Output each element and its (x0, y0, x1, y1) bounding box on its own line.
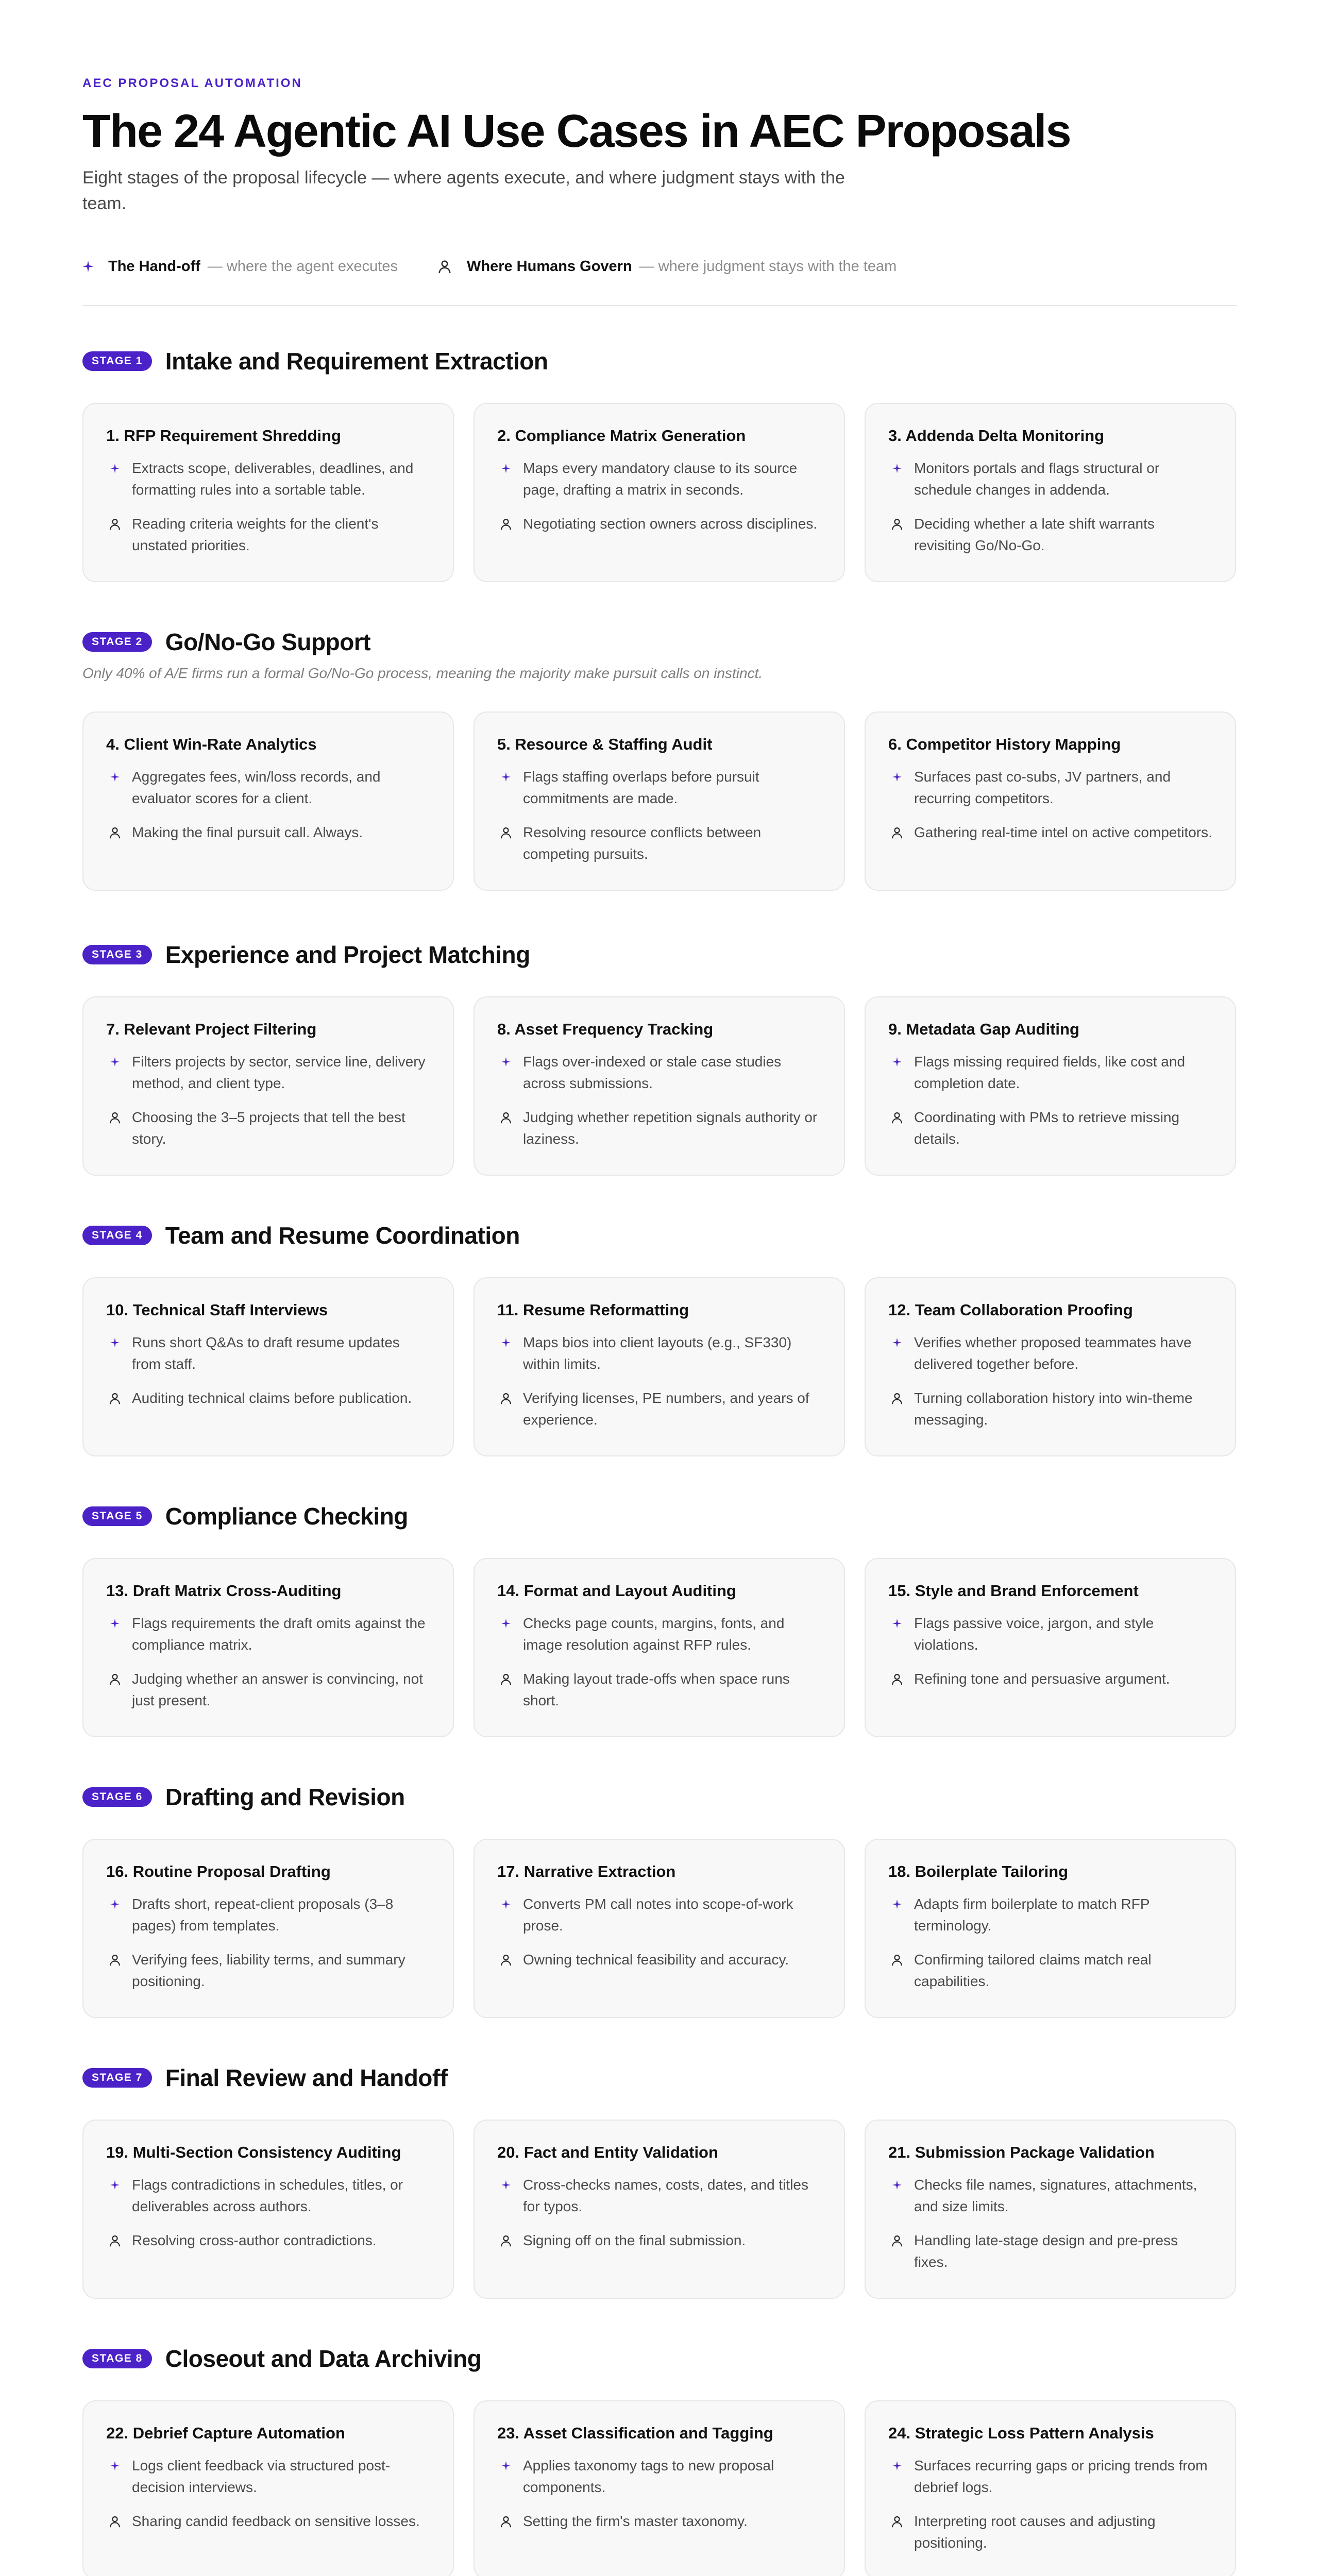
agent-text: Flags contradictions in schedules, titles, or deliverables across authors. (132, 2177, 403, 2214)
person-icon (437, 259, 452, 274)
sparkle-icon (497, 1613, 515, 1634)
stage-badge: STAGE 4 (82, 1226, 152, 1245)
human-text: Reading criteria weights for the client's unstated priorities. (132, 516, 379, 553)
use-case-card (82, 996, 454, 1176)
person-icon (497, 2511, 515, 2532)
agent-text: Converts PM call notes into scope-of-work prose. (523, 1896, 793, 1934)
agent-line (106, 2455, 430, 2498)
stage-badge: STAGE 3 (82, 945, 152, 964)
human-text: Sharing candid feedback on sensitive losses. (132, 2513, 420, 2529)
agent-line (106, 1051, 430, 1094)
card-title: 1. RFP Requirement Shredding (106, 427, 341, 445)
human-text: Confirming tailored claims match real capabilities. (914, 1952, 1152, 1989)
agent-text: Surfaces recurring gaps or pricing trends from debrief logs. (914, 2458, 1208, 2495)
card-title: 10. Technical Staff Interviews (106, 1301, 328, 1319)
card-title: 15. Style and Brand Enforcement (888, 1582, 1139, 1600)
stage-title: Closeout and Data Archiving (165, 2345, 482, 2372)
card-title: 11. Resume Reformatting (497, 1301, 689, 1319)
human-text: Refining tone and persuasive argument. (914, 1671, 1170, 1687)
sparkle-icon (888, 1051, 906, 1073)
legend (82, 255, 897, 278)
person-icon (888, 1387, 906, 1409)
sparkle-icon (497, 1332, 515, 1353)
agent-line (497, 1332, 821, 1375)
human-line (106, 2511, 430, 2532)
person-icon (888, 1668, 906, 1690)
agent-line (497, 1893, 821, 1937)
human-line (888, 2230, 1212, 2273)
person-icon (497, 2230, 515, 2251)
stage-title: Go/No-Go Support (165, 629, 371, 655)
header-divider (82, 305, 1237, 306)
human-text: Resolving resource conflicts between competing pursuits. (523, 824, 762, 862)
sparkle-icon (106, 1051, 124, 1073)
human-text: Handling late-stage design and pre-press fixes. (914, 2232, 1178, 2270)
human-line (497, 513, 821, 535)
person-icon (106, 513, 124, 535)
person-icon (888, 2511, 906, 2532)
human-text: Resolving cross-author contradictions. (132, 2232, 377, 2248)
use-case-card (865, 711, 1236, 891)
person-icon (497, 513, 515, 535)
agent-text: Surfaces past co-subs, JV partners, and recurring competitors. (914, 769, 1171, 806)
sparkle-icon (106, 2455, 124, 2477)
agent-text: Aggregates fees, win/loss records, and evaluator scores for a client. (132, 769, 381, 806)
agent-line (888, 1893, 1212, 1937)
human-text: Turning collaboration history into win-theme messaging. (914, 1390, 1193, 1428)
person-icon (888, 513, 906, 535)
agent-line (497, 457, 821, 501)
stage-badge: STAGE 2 (82, 632, 152, 652)
human-line (888, 1668, 1212, 1690)
sparkle-icon (888, 766, 906, 788)
person-icon (497, 1949, 515, 1971)
human-text: Gathering real-time intel on active competitors. (914, 824, 1212, 840)
agent-text: Maps bios into client layouts (e.g., SF330) within limits. (523, 1334, 792, 1372)
human-text: Negotiating section owners across disciplines. (523, 516, 818, 532)
use-case-card (474, 1277, 845, 1456)
stage-section (82, 2343, 1237, 2576)
human-line (888, 822, 1212, 843)
human-text: Setting the firm's master taxonomy. (523, 2513, 748, 2529)
agent-text: Flags staffing overlaps before pursuit commitments are made. (523, 769, 759, 806)
legend-agent (82, 258, 398, 275)
agent-line (888, 1613, 1212, 1656)
card-title: 18. Boilerplate Tailoring (888, 1862, 1069, 1880)
person-icon (106, 1107, 124, 1128)
use-case-card (865, 1558, 1236, 1737)
use-case-card (474, 2400, 845, 2576)
person-icon (888, 2230, 906, 2251)
human-line (888, 1107, 1212, 1150)
stage-section (82, 2062, 1237, 2299)
sparkle-icon (888, 1893, 906, 1915)
use-case-card (474, 711, 845, 891)
card-title: 6. Competitor History Mapping (888, 735, 1121, 753)
human-line (106, 1387, 430, 1409)
card-title: 8. Asset Frequency Tracking (497, 1020, 714, 1038)
agent-text: Monitors portals and flags structural or schedule changes in addenda. (914, 460, 1160, 498)
agent-line (106, 2174, 430, 2217)
stage-badge: STAGE 7 (82, 2068, 152, 2088)
human-text: Verifying fees, liability terms, and summary positioning. (132, 1952, 405, 1989)
stage-header (82, 345, 1237, 377)
stage-header (82, 1781, 1237, 1813)
stage-header (82, 626, 1237, 658)
sparkle-icon (888, 2174, 906, 2196)
agent-text: Flags missing required fields, like cost and completion date. (914, 1054, 1186, 1091)
stage-header (82, 2062, 1237, 2094)
use-case-card (82, 403, 454, 582)
card-title: 12. Team Collaboration Proofing (888, 1301, 1133, 1319)
stage-title: Experience and Project Matching (165, 941, 530, 968)
person-icon (888, 1949, 906, 1971)
person-icon (106, 2230, 124, 2251)
card-title: 3. Addenda Delta Monitoring (888, 427, 1105, 445)
agent-line (888, 1051, 1212, 1094)
use-case-card (865, 996, 1236, 1176)
use-case-card (865, 2400, 1236, 2576)
agent-text: Runs short Q&As to draft resume updates from staff. (132, 1334, 400, 1372)
legend-human (437, 258, 897, 275)
stage-badge: STAGE 6 (82, 1787, 152, 1807)
use-case-card (474, 996, 845, 1176)
legend-agent-desc: — where the agent executes (207, 258, 398, 275)
human-line (497, 2230, 821, 2251)
agent-line (106, 1893, 430, 1937)
agent-line (497, 766, 821, 809)
person-icon (888, 1107, 906, 1128)
use-case-card (865, 1839, 1236, 2018)
sparkle-icon (497, 457, 515, 479)
human-line (888, 2511, 1212, 2554)
sparkle-icon (497, 1893, 515, 1915)
agent-text: Checks page counts, margins, fonts, and image resolution against RFP rules. (523, 1615, 785, 1653)
agent-text: Flags requirements the draft omits against the compliance matrix. (132, 1615, 426, 1653)
stage-title: Team and Resume Coordination (165, 1222, 520, 1249)
use-case-card (865, 403, 1236, 582)
agent-line (106, 457, 430, 501)
person-icon (497, 1107, 515, 1128)
sparkle-icon (106, 1332, 124, 1353)
use-case-card (82, 2400, 454, 2576)
card-row (82, 2400, 1237, 2576)
use-case-card (865, 1277, 1236, 1456)
sparkle-icon (888, 2455, 906, 2477)
human-line (888, 1387, 1212, 1431)
agent-text: Filters projects by sector, service line, delivery method, and client type. (132, 1054, 426, 1091)
sparkle-icon (106, 1893, 124, 1915)
card-title: 14. Format and Layout Auditing (497, 1582, 736, 1600)
human-text: Coordinating with PMs to retrieve missing details. (914, 1109, 1180, 1147)
card-row (82, 403, 1237, 582)
card-row (82, 711, 1237, 891)
person-icon (106, 1387, 124, 1409)
card-title: 20. Fact and Entity Validation (497, 2143, 718, 2161)
card-title: 17. Narrative Extraction (497, 1862, 676, 1880)
stage-section (82, 1500, 1237, 1737)
person-icon (106, 1949, 124, 1971)
human-text: Deciding whether a late shift warrants revisiting Go/No-Go. (914, 516, 1155, 553)
card-row (82, 996, 1237, 1176)
agent-line (497, 1051, 821, 1094)
stage-section (82, 345, 1237, 582)
stage-title: Intake and Requirement Extraction (165, 348, 548, 375)
stage-badge: STAGE 5 (82, 1506, 152, 1526)
human-text: Choosing the 3–5 projects that tell the best story. (132, 1109, 405, 1147)
stage-title: Compliance Checking (165, 1503, 408, 1530)
human-text: Making layout trade-offs when space runs short. (523, 1671, 790, 1708)
use-case-card (82, 1277, 454, 1456)
human-line (888, 1949, 1212, 1992)
human-text: Signing off on the final submission. (523, 2232, 746, 2248)
use-case-card (82, 711, 454, 891)
person-icon (106, 1668, 124, 1690)
human-line (888, 513, 1212, 556)
human-text: Judging whether an answer is convincing, not just present. (132, 1671, 424, 1708)
human-text: Owning technical feasibility and accuracy. (523, 1952, 789, 1968)
human-text: Verifying licenses, PE numbers, and years of experience. (523, 1390, 809, 1428)
agent-text: Flags over-indexed or stale case studies across submissions. (523, 1054, 782, 1091)
use-case-card (474, 1558, 845, 1737)
human-text: Interpreting root causes and adjusting positioning. (914, 2513, 1156, 2551)
human-line (106, 1107, 430, 1150)
sparkle-icon (106, 457, 124, 479)
agent-text: Adapts firm boilerplate to match RFP terminology. (914, 1896, 1150, 1934)
agent-line (888, 1332, 1212, 1375)
stage-header (82, 2343, 1237, 2375)
stage-header (82, 1500, 1237, 1532)
agent-line (106, 766, 430, 809)
stage-section (82, 1219, 1237, 1456)
person-icon (497, 1387, 515, 1409)
person-icon (888, 822, 906, 843)
card-title: 13. Draft Matrix Cross-Auditing (106, 1582, 342, 1600)
legend-human-desc: — where judgment stays with the team (639, 258, 897, 275)
stage-note: Only 40% of A/E firms run a formal Go/No-Go process, meaning the majority make pursuit calls on instinct. (82, 665, 763, 681)
card-title: 9. Metadata Gap Auditing (888, 1020, 1079, 1038)
use-case-card (82, 1839, 454, 2018)
sparkle-icon (888, 457, 906, 479)
agent-text: Drafts short, repeat-client proposals (3–8 pages) from templates. (132, 1896, 394, 1934)
use-case-card (82, 1558, 454, 1737)
use-case-card (82, 2120, 454, 2299)
page-subtitle: Eight stages of the proposal lifecycle — where agents execute, and where judgment stays with the team. (82, 168, 845, 213)
legend-human-label: Where Humans Govern (466, 258, 632, 275)
sparkle-icon (497, 2455, 515, 2477)
sparkle-icon (497, 2174, 515, 2196)
agent-text: Maps every mandatory clause to its source page, drafting a matrix in seconds. (523, 460, 798, 498)
card-title: 24. Strategic Loss Pattern Analysis (888, 2424, 1154, 2442)
stage-header (82, 1219, 1237, 1251)
human-line (106, 513, 430, 556)
person-icon (106, 2511, 124, 2532)
human-text: Judging whether repetition signals authority or laziness. (523, 1109, 818, 1147)
use-case-card (474, 1839, 845, 2018)
sparkle-icon (106, 1613, 124, 1634)
use-case-card (865, 2120, 1236, 2299)
human-line (497, 822, 821, 865)
card-row (82, 2120, 1237, 2299)
agent-text: Extracts scope, deliverables, deadlines, and formatting rules into a sortable table. (132, 460, 414, 498)
use-case-card (474, 403, 845, 582)
eyebrow-label: AEC PROPOSAL AUTOMATION (82, 76, 302, 90)
agent-text: Verifies whether proposed teammates have delivered together before. (914, 1334, 1192, 1372)
agent-text: Applies taxonomy tags to new proposal components. (523, 2458, 774, 2495)
stage-title: Final Review and Handoff (165, 2064, 448, 2091)
person-icon (497, 822, 515, 843)
sparkle-icon (888, 1332, 906, 1353)
stage-badge: STAGE 8 (82, 2349, 152, 2368)
agent-line (106, 1332, 430, 1375)
human-line (497, 1387, 821, 1431)
card-title: 21. Submission Package Validation (888, 2143, 1155, 2161)
sparkle-icon (106, 766, 124, 788)
agent-line (497, 2174, 821, 2217)
human-text: Making the final pursuit call. Always. (132, 824, 363, 840)
person-icon (106, 822, 124, 843)
agent-text: Flags passive voice, jargon, and style violations. (914, 1615, 1154, 1653)
agent-line (497, 2455, 821, 2498)
card-title: 22. Debrief Capture Automation (106, 2424, 345, 2442)
card-title: 23. Asset Classification and Tagging (497, 2424, 773, 2442)
sparkle-icon (106, 2174, 124, 2196)
card-row (82, 1558, 1237, 1737)
page-title: The 24 Agentic AI Use Cases in AEC Proposals (82, 106, 1071, 157)
human-line (497, 1107, 821, 1150)
human-line (106, 1949, 430, 1992)
card-title: 7. Relevant Project Filtering (106, 1020, 317, 1038)
card-title: 5. Resource & Staffing Audit (497, 735, 713, 753)
card-title: 19. Multi-Section Consistency Auditing (106, 2143, 401, 2161)
card-title: 4. Client Win-Rate Analytics (106, 735, 317, 753)
stage-title: Drafting and Revision (165, 1784, 405, 1810)
legend-agent-label: The Hand-off (108, 258, 200, 275)
sparkle-icon (497, 1051, 515, 1073)
stage-badge: STAGE 1 (82, 351, 152, 371)
card-title: 2. Compliance Matrix Generation (497, 427, 746, 445)
human-text: Auditing technical claims before publication. (132, 1390, 412, 1406)
stage-section (82, 1781, 1237, 2018)
human-line (497, 1668, 821, 1711)
human-line (106, 822, 430, 843)
human-line (497, 2511, 821, 2532)
sparkle-icon (888, 1613, 906, 1634)
human-line (106, 1668, 430, 1711)
agent-line (106, 1613, 430, 1656)
card-title: 16. Routine Proposal Drafting (106, 1862, 331, 1880)
agent-line (888, 457, 1212, 501)
sparkle-icon (497, 766, 515, 788)
human-line (497, 1949, 821, 1971)
stage-section (82, 939, 1237, 1176)
sparkle-icon (82, 261, 94, 272)
agent-text: Logs client feedback via structured post-decision interviews. (132, 2458, 391, 2495)
stage-section (82, 626, 1237, 891)
agent-text: Cross-checks names, costs, dates, and titles for typos. (523, 2177, 808, 2214)
agent-line (888, 2174, 1212, 2217)
card-row (82, 1277, 1237, 1456)
use-case-card (474, 2120, 845, 2299)
stage-header (82, 939, 1237, 971)
agent-text: Checks file names, signatures, attachments, and size limits. (914, 2177, 1197, 2214)
agent-line (888, 2455, 1212, 2498)
agent-line (888, 766, 1212, 809)
human-line (106, 2230, 430, 2251)
person-icon (497, 1668, 515, 1690)
agent-line (497, 1613, 821, 1656)
card-row (82, 1839, 1237, 2018)
